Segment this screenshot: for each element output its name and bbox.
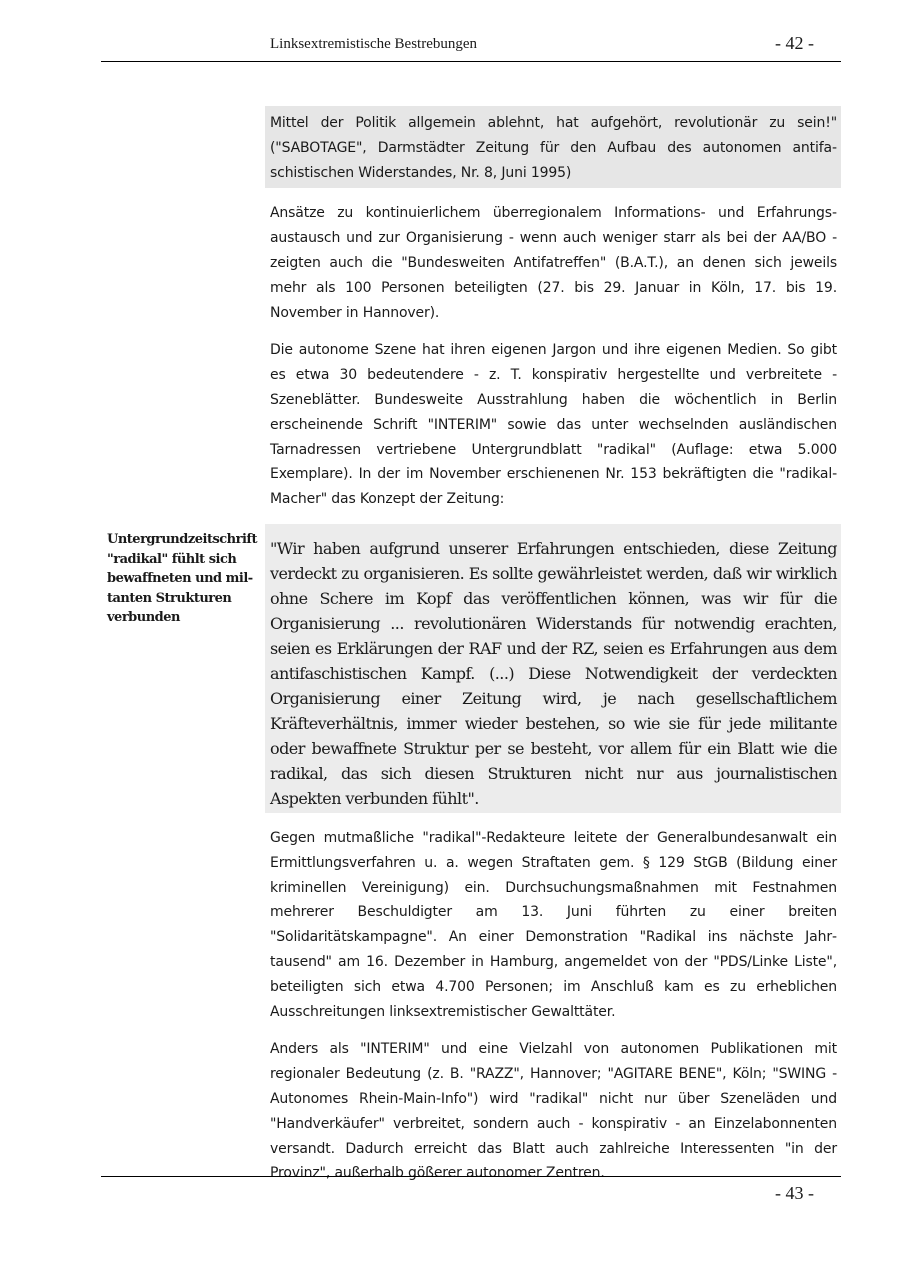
main-content (265, 106, 841, 1186)
paragraph-investigation: Gegen mutmaßliche "radikal"-Redakteure leitete der Generalbundesanwalt ein Ermittlungsverfahren u. a. wegen Straftaten gem. § 129 StGB (Bildung einer kriminellen Vereinigung) ein. Durchsuchungsmaßnahmen mit Festnahmen mehrerer Beschuldigter am 13. Juni führten zu einer breiten "Solidaritätskampagne". An einer Demonstration "Radikal ins nächste Jahrtausend" am 16. Dezember in Hamburg, angemeldet von der "PDS/Linke Liste", beteiligten sich etwa 4.700 Personen; im Anschluß kam es zu erheblichen Ausschreitungen linksextremistischer Gewalttäter. (270, 829, 837, 1020)
margin-note (107, 530, 259, 628)
quote-radikal: "Wir haben aufgrund unserer Erfahrungen entschieden, diese Zeitung verdeckt zu organisieren. Es sollte gewährleistet werden, daß wir wirklich ohne Schere im Kopf das veröffentlichen können, was wir für die Organisierung ... revolutionären Widerstands für notwendig erachten, seien es Erklärungen der RAF und der RZ, seien es Erfahrungen aus dem antifaschistischen Kampf. (...) Diese Notwendigkeit der verdeckten Organisierung einer Zeitung wird, je nach gesellschaftlichem Kräfteverhältnis, immer wieder bestehen, so wie sie für jede militante oder bewaffnete Struktur per se besteht, vor allem für ein Blatt wie die radikal, das sich diesen Strukturen nicht nur aus journalistischen Aspekten verbunden fühlt". (265, 524, 841, 813)
page-header (101, 33, 841, 62)
paragraph-bat: Ansätze zu kontinuierlichem überregionalem Informations- und Erfahrungsaustausch und zur Organisierung - wenn auch weniger starr als bei der AA/BO - zeigten auch die "Bundesweiten Antifatreffen" (B.A.T.), an denen sich jeweils mehr als 100 Personen beteiligten (27. bis 29. Januar in Köln, 17. bis 19. November in Hannover). (270, 205, 837, 321)
running-title: Linksextremistische Bestrebungen (270, 36, 478, 52)
margin-note-line: Untergrundzeitschrift (107, 532, 258, 547)
margin-note-line: verbunden (107, 610, 180, 626)
paragraph-distribution: Anders als "INTERIM" und eine Vielzahl von autonomen Publikationen mit regionaler Bedeutung (z. B. "RAZZ", Hannover; "AGITARE BENE", Köln; "SWING - Autonomes Rhein-Main-Info") wird "radikal" nicht nur über Szeneläden und "Handverkäufer" verbreitet, sondern auch - konspirativ - an Einzelabonnenten versandt. Dadurch erreicht das Blatt auch zahlreiche Interessenten "in der Provinz", außerhalb gößerer autonomer Zentren. (270, 1041, 837, 1182)
page-footer (101, 1176, 841, 1203)
margin-note-line: bewaffneten und mil- (107, 571, 253, 587)
paragraph-media: Die autonome Szene hat ihren eigenen Jargon und ihre eigenen Medien. So gibt es etwa 30 bedeutendere - z. T. konspirativ hergestellte und verbreitete - Szeneblätter. Bundesweite Ausstrahlung haben die wöchentlich in Berlin erscheinende Schrift "INTERIM" sowie das unter wechselnden ausländischen Tarnadressen vertriebene Untergrundblatt "radikal" (Auflage: etwa 5.000 Exemplare). In der im November erschienenen Nr. 153 bekräftigten die "radikal-Macher" das Konzept der Zeitung: (270, 342, 837, 508)
margin-note-line: tanten Strukturen (107, 590, 232, 606)
page-number-bottom: - 43 - (775, 1183, 814, 1203)
page-number-top: - 42 - (775, 33, 814, 53)
quote-sabotage: Mittel der Politik allgemein ablehnt, hat aufgehört, revolutionär zu sein!" ("SABOTAGE", Darmstädter Zeitung für den Aufbau des autonomen antifaschistischen Widerstandes, Nr. 8, Juni 1995) (265, 106, 841, 188)
margin-note-line: "radikal" fühlt sich (107, 551, 237, 567)
